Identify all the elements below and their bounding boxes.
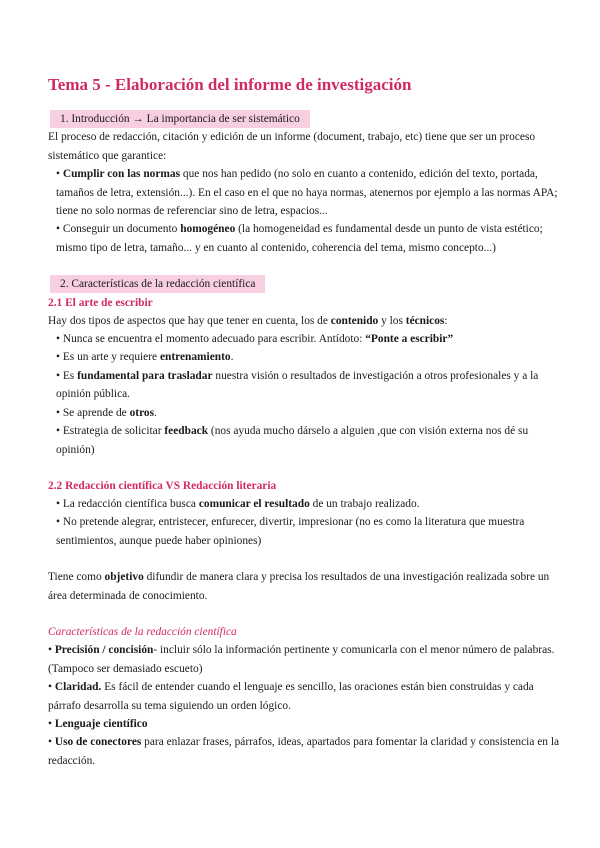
paragraph-text: : bbox=[444, 314, 448, 327]
list-item: • Se aprende de otros. bbox=[56, 406, 157, 419]
list-item: • Claridad. Es fácil de entender cuando el lenguaje es sencillo, las oraciones están bien construidas y cada párrafo desarrolla su tema siguiendo un orden lógico. bbox=[48, 681, 534, 712]
item-text: Conseguir un documento bbox=[62, 223, 181, 236]
item-text: de un trabajo realizado. bbox=[309, 497, 420, 510]
list-item: • Cumplir con las normas que nos han pedido (no solo en cuanto a contenido, edición del texto, portada, tamaños de letra, extensión...). En el caso en el que no haya normas, atenernos por ejemplo a las normas APA; tiene no solo normas de referenciar sino de letra, espacios... bbox=[56, 168, 558, 218]
item-text: . bbox=[154, 406, 157, 419]
list-item: • Es un arte y requiere entrenamiento. bbox=[56, 351, 234, 364]
section-2 bbox=[48, 275, 560, 770]
bold-text: Cumplir con las normas bbox=[62, 168, 181, 181]
item-text: (la homogeneidad es fundamental desde un punto de vista estético; mismo tipo de letra, tamaño... y en cuanto al contenido, coherencia del tema, mismo concepto...) bbox=[56, 223, 543, 254]
bold-text: técnicos bbox=[405, 314, 445, 327]
bold-text: Uso de conectores bbox=[54, 736, 142, 749]
item-text: para enlazar frases, párrafos, ideas, apartados para fomentar la claridad y consistencia en la redacción. bbox=[48, 736, 560, 767]
list-item: • Es fundamental para trasladar nuestra visión o resultados de investigación a otros profesionales y a la opinión pública. bbox=[56, 369, 539, 401]
bold-text: otros bbox=[129, 406, 155, 419]
list-item: • Conseguir un documento homogéneo (la homogeneidad es fundamental desde un punto de vista estético; mismo tipo de letra, tamaño... y en cuanto al contenido, coherencia del tema, mismo concepto...) bbox=[56, 223, 543, 254]
bold-text: Lenguaje científico bbox=[54, 717, 148, 730]
list-item: • La redacción científica busca comunicar el resultado de un trabajo realizado. bbox=[56, 497, 420, 510]
list-item: • Lenguaje científico bbox=[48, 717, 148, 730]
bold-text: Claridad. bbox=[54, 681, 102, 694]
paragraph bbox=[48, 312, 560, 330]
bold-text: contenido bbox=[330, 314, 379, 327]
item-text: nuestra visión o resultados de investigación a otros profesionales y a la opinión pública. bbox=[56, 369, 539, 401]
section-1-intro-text: El proceso de redacción, citación y edición de un informe (document, trabajo, etc) tiene que ser un proceso sistemático que garantice: bbox=[48, 131, 536, 162]
bold-text: entrenamiento bbox=[159, 351, 231, 364]
section-2-header: 2. Características de la redacción científica bbox=[50, 275, 265, 293]
item-text: La redacción científica busca bbox=[62, 497, 199, 510]
section-1 bbox=[48, 110, 560, 257]
bold-text: feedback bbox=[164, 425, 209, 438]
item-text: - incluir sólo la información pertinente y comunicarla con el menor número de palabras. (Tampoco ser demasiado escueto) bbox=[48, 644, 555, 675]
section-1-header: 1. Introducción → La importancia de ser sistemático bbox=[50, 110, 310, 128]
bold-text: fundamental para trasladar bbox=[77, 369, 213, 382]
paragraph bbox=[48, 568, 560, 605]
list-item: • Estrategia de solicitar feedback (nos ayuda mucho dárselo a alguien ,que con visión externa nos dé su opinión) bbox=[56, 425, 529, 456]
list-item: • Precisión / concisión- incluir sólo la información pertinente y comunicarla con el menor número de palabras. (Tampoco ser demasiado escueto) bbox=[48, 644, 555, 675]
subsection-title: 2.1 El arte de escribir bbox=[48, 296, 153, 309]
item-text: que nos han pedido (no solo en cuanto a contenido, edición del texto, portada, tamaños de letra, extensión...). En el caso en el que no haya normas, atenernos por ejemplo a las normas APA; tiene no solo normas de referenciar sino de letra, espacios... bbox=[56, 168, 558, 218]
section-1-intro bbox=[48, 128, 560, 165]
item-text: Se aprende de bbox=[62, 406, 130, 419]
paragraph-text: y los bbox=[378, 314, 406, 327]
item-text: Es un arte y requiere bbox=[62, 351, 160, 364]
paragraph-text: Tiene como bbox=[48, 571, 105, 584]
item-text: (nos ayuda mucho dárselo a alguien ,que con visión externa nos dé su opinión) bbox=[56, 425, 529, 456]
paragraph-text: Hay dos tipos de aspectos que hay que tener en cuenta, los de bbox=[48, 314, 331, 327]
subsection-title: 2.2 Redacción científica VS Redacción literaria bbox=[48, 479, 277, 492]
list-item: • No pretende alegrar, entristecer, enfurecer, divertir, impresionar (no es como la literatura que muestra sentimientos, aunque puede haber opiniones) bbox=[56, 516, 525, 547]
characteristics-title: Características de la redacción científica bbox=[48, 625, 237, 638]
document-title: Tema 5 - Elaboración del informe de investigación bbox=[48, 75, 412, 94]
item-text: Estrategia de solicitar bbox=[62, 425, 165, 438]
item-text: Nunca se encuentra el momento adecuado para escribir. Antídoto: bbox=[62, 333, 366, 346]
list-item: • Nunca se encuentra el momento adecuado para escribir. Antídoto: “Ponte a escribir” bbox=[56, 333, 454, 346]
bold-text: objetivo bbox=[104, 571, 144, 584]
list-item: • Uso de conectores para enlazar frases, párrafos, ideas, apartados para fomentar la claridad y consistencia en la redacción. bbox=[48, 736, 560, 767]
bold-text: “Ponte a escribir” bbox=[365, 333, 454, 346]
item-text: . bbox=[230, 351, 234, 364]
bold-text: homogéneo bbox=[180, 223, 236, 236]
bold-text: Precisión / concisión bbox=[54, 644, 154, 657]
item-text: Es bbox=[62, 369, 78, 382]
paragraph-text: difundir de manera clara y precisa los resultados de una investigación realizada sobre un área determinada de conocimiento. bbox=[48, 571, 550, 602]
item-text: No pretende alegrar, entristecer, enfurecer, divertir, impresionar (no es como la literatura que muestra sentimientos, aunque puede haber opiniones) bbox=[56, 516, 525, 547]
item-text: Es fácil de entender cuando el lenguaje es sencillo, las oraciones están bien construidas y cada párrafo desarrolla su tema siguiendo un orden lógico. bbox=[48, 681, 534, 712]
bold-text: comunicar el resultado bbox=[198, 497, 310, 510]
